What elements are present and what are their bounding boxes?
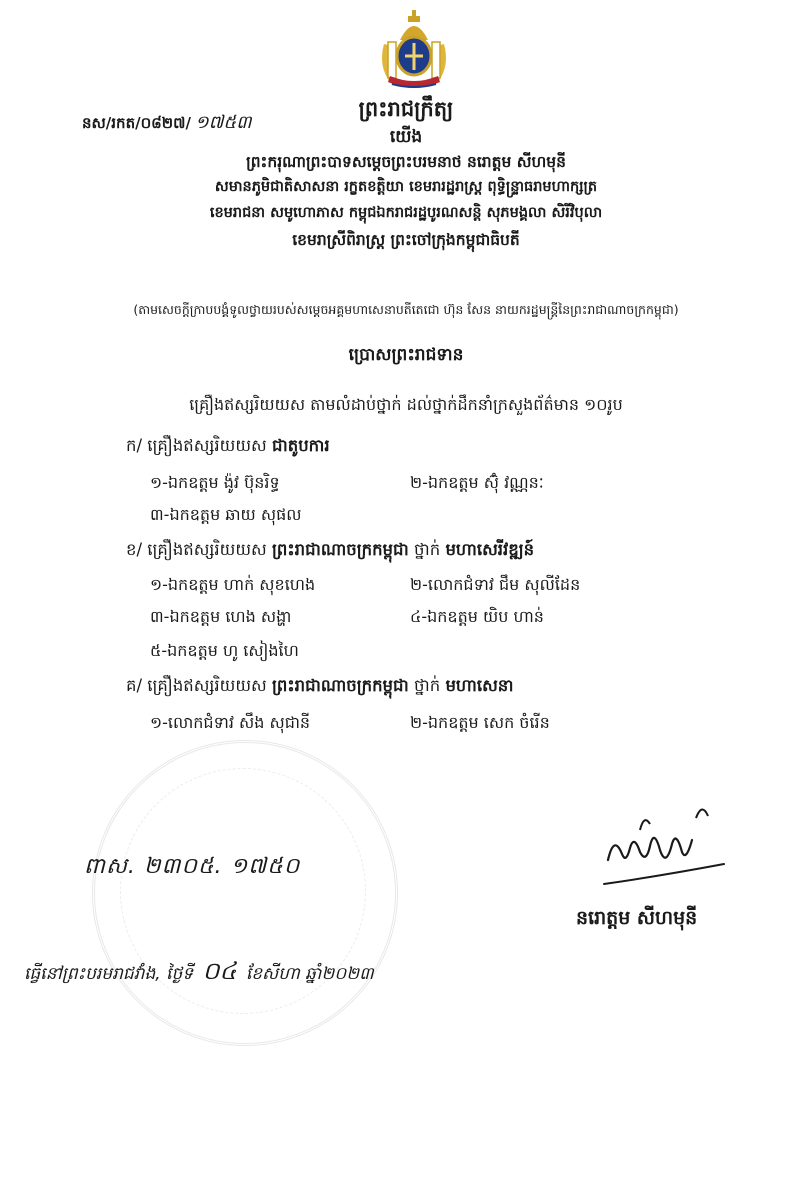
section-b-order: ព្រះរាជាណាចក្រកម្ពុជា	[272, 540, 409, 559]
section-a-class: ជាតូបការ	[272, 436, 330, 455]
issued-day: ០៤	[202, 957, 237, 985]
section-b-grade-label: ថ្នាក់	[414, 540, 441, 559]
section-c-grade-label: ថ្នាក់	[414, 676, 441, 695]
signer-name: នរោត្តម សីហមុនី	[576, 907, 698, 929]
section-c-order: ព្រះរាជាណាចក្រកម្ពុជា	[272, 676, 409, 695]
section-c-grade: មហាសេនា	[445, 676, 514, 695]
list-item: ២-ឯកឧត្តម សេក ចំរើន	[410, 713, 550, 732]
reference-prefix: នស/រកត/០៨២៧/	[82, 114, 191, 132]
section-c-prefix: គ/ គ្រឿងឥស្សរិយយស	[126, 676, 267, 695]
royal-emblem-icon	[374, 10, 454, 92]
list-item: ៣-ឯកឧត្តម ហេង សង្ហា	[150, 607, 292, 626]
title-we: យើង	[389, 127, 423, 147]
proposal-note: (តាមសេចក្តីក្រាបបង្គំទូលថ្វាយរបស់សម្តេចអគ្គមហាសេនាបតីតេជោ ហ៊ុន សែន នាយករដ្ឋមន្ត្រីនៃព្រះរាជាណាចក្រកម្ពុជា)	[133, 302, 679, 317]
list-item: ១-លោកជំទាវ សឹង សុជានី	[150, 713, 311, 732]
document-title: ព្រះរាជក្រឹត្យ	[358, 97, 454, 121]
list-item: ២-លោកជំទាវ ជឹម សុលីដែន	[410, 575, 581, 594]
reference-handwritten-number: ១៧៥៣	[194, 112, 252, 133]
royal-signature	[600, 794, 730, 894]
section-a-prefix: ក/ គ្រឿងឥស្សរិយយស	[126, 436, 267, 455]
list-item: ១-ឯកឧត្តម ហាក់ សុខហេង	[150, 575, 316, 594]
monarch-title-line-2: សមានភូមិជាតិសាសនា រក្ខតខត្តិយា ខេមរារដ្ឋរាស្ត្រ ពុទ្ធិន្ទ្រាធរាមហាក្សត្រ	[214, 179, 598, 195]
section-c-heading	[126, 676, 514, 700]
issued-place-date	[24, 956, 374, 991]
monarch-title-line-3: ខេមរាជនា សមូហោភាស កម្ពុជឯករាជរដ្ឋបូរណសន្តិ សុភមង្គលា សិរីវិបុលា	[209, 205, 603, 221]
list-item: ២-ឯកឧត្តម ស៊ុំ វណ្ណនៈ	[410, 473, 544, 492]
issued-suffix: ខែសីហា ឆ្នាំ២០២៣	[245, 964, 374, 984]
issued-prefix: ធ្វើនៅព្រះបរមរាជវាំង, ថ្ងៃទី	[24, 964, 194, 984]
section-b-heading	[126, 540, 534, 564]
list-item: ១-ឯកឧត្តម ង៉ូវ ប៊ុនរិទ្ធ	[150, 473, 280, 492]
list-item: ៥-ឯកឧត្តម ហូ សៀងហៃ	[150, 641, 299, 660]
monarch-title-line-4: ខេមរាស្រីពិរាស្ត្រ ព្រះចៅក្រុងកម្ពុជាធិបតី	[292, 231, 520, 249]
monarch-title-line-1: ព្រះករុណាព្រះបាទសម្តេចព្រះបរមនាថ នរោត្តម សីហមុនី	[246, 153, 566, 171]
list-item: ៤-ឯកឧត្តម យិប ហាន់	[410, 607, 544, 626]
section-b-grade: មហាសេរីវឌ្ឍន៍	[445, 540, 535, 559]
section-a-heading	[126, 436, 330, 460]
decree-heading: ប្រោសព្រះរាជទាន	[348, 345, 464, 365]
section-b-prefix: ខ/ គ្រឿងឥស្សរិយយស	[126, 540, 267, 559]
decree-intro: គ្រឿងឥស្សរិយយស តាមលំដាប់ថ្នាក់ ដល់ថ្នាក់ដឹកនាំក្រសួងព័ត៌មាន ១០រូប	[189, 395, 623, 414]
list-item: ៣-ឯកឧត្តម ឆាយ សុផល	[150, 505, 302, 524]
handwritten-date: ពាស. ២៣០៥. ១៧៥០	[84, 854, 301, 879]
